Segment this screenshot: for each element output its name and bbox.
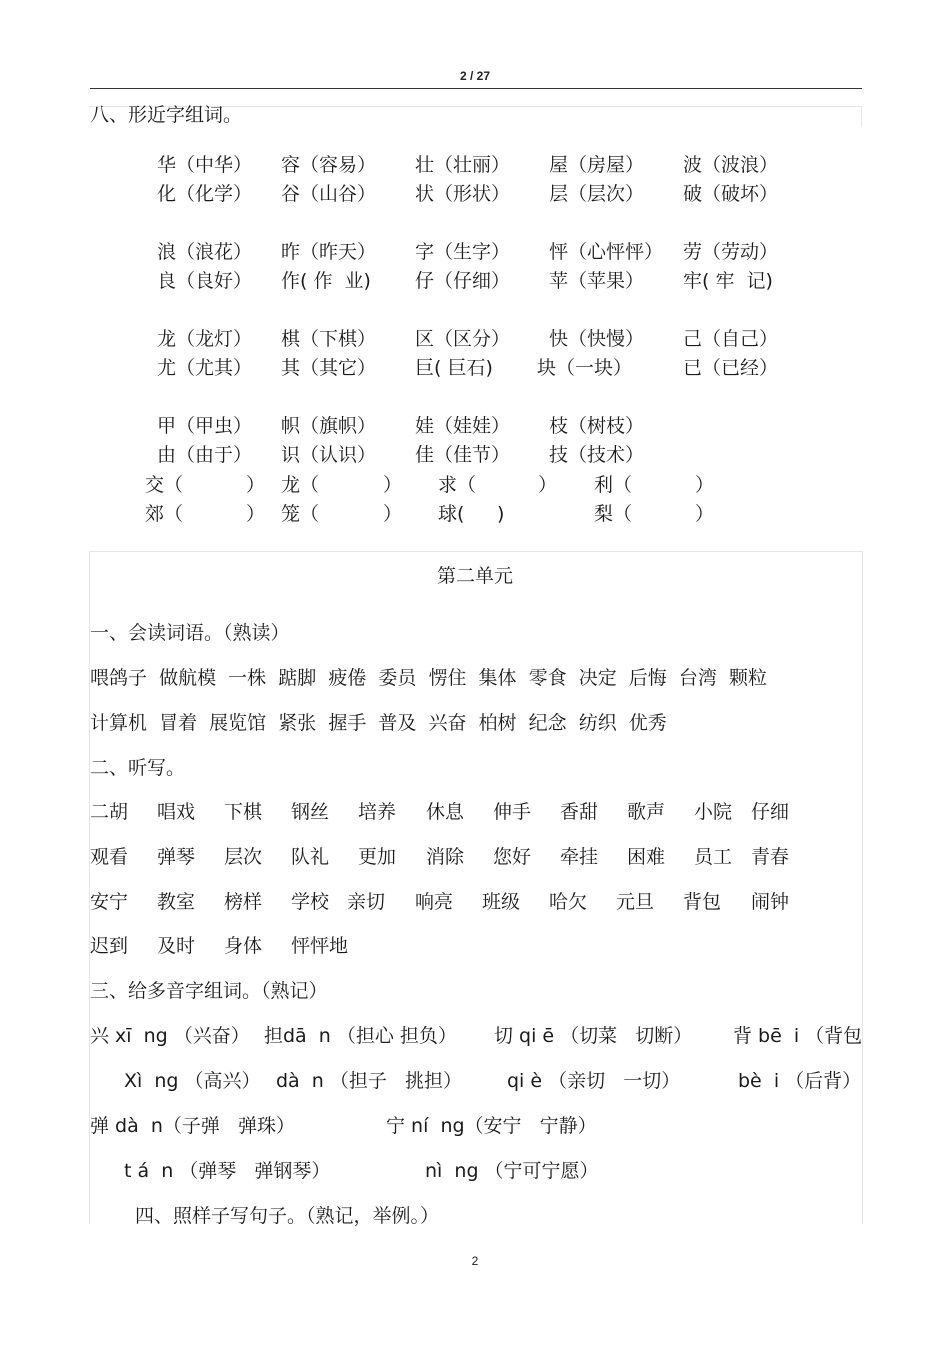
- blank-char: 交（: [145, 474, 184, 496]
- dictation-word: 员工: [694, 846, 733, 868]
- word-pair: 由（由于）: [157, 444, 253, 466]
- word-list-line: 喂鸽子 做航模 一株 踮脚 疲倦 委员 愣住 集体 零食 决定 后悔 台湾 颗粒: [90, 667, 767, 689]
- page-number: 2: [471, 1254, 479, 1268]
- blank-close: ）: [695, 503, 715, 525]
- polyphone-item: 切 qi ē （切菜 切断）: [494, 1025, 693, 1047]
- polyphone-item: dà n （担子 挑担）: [276, 1070, 462, 1092]
- dictation-word: 下棋: [224, 801, 263, 823]
- header-rule: [90, 88, 862, 89]
- word-pair: 帜（旗帜）: [281, 415, 377, 437]
- polyphone-item: 担dā n （担心 担负）: [264, 1025, 457, 1047]
- dictation-word: 教室: [157, 891, 196, 913]
- polyphone-item: nì ng （宁可宁愿）: [425, 1160, 599, 1182]
- word-pair: 仔（仔细）: [415, 270, 511, 292]
- section-8-title: 八、形近字组词。: [90, 104, 243, 126]
- dictation-word: 背包: [683, 891, 722, 913]
- dictation-word: 休息: [426, 801, 465, 823]
- word-pair: 化（化学）: [157, 183, 253, 205]
- dictation-word: 歌声: [627, 801, 666, 823]
- word-pair: 龙（龙灯）: [157, 328, 253, 350]
- blank-char: 球(: [438, 503, 465, 525]
- word-pair: 层（层次）: [549, 183, 645, 205]
- dictation-word: 您好: [493, 846, 532, 868]
- polyphone-item: 宁 ní ng（安宁 宁静）: [386, 1115, 597, 1137]
- page-indicator: 2 / 27: [459, 69, 491, 83]
- word-list-line: 计算机 冒着 展览馆 紧张 握手 普及 兴奋 柏树 纪念 纺织 优秀: [90, 712, 667, 734]
- word-pair: 昨（昨天）: [281, 241, 377, 263]
- blank-close: ）: [246, 503, 266, 525]
- dictation-word: 榜样: [224, 891, 263, 913]
- word-pair: 破（破坏）: [683, 183, 779, 205]
- dictation-word: 困难: [627, 846, 666, 868]
- polyphone-item: 背 bē i （背包: [733, 1025, 863, 1047]
- word-pair: 尤（尤其）: [157, 357, 253, 379]
- blank-close: ）: [538, 474, 558, 496]
- dictation-word: 仔细: [751, 801, 790, 823]
- dictation-word: 班级: [482, 891, 521, 913]
- word-pair: 劳（劳动）: [683, 241, 779, 263]
- dictation-word: 身体: [224, 935, 263, 957]
- dictation-word: 怦怦地: [291, 935, 349, 957]
- dictation-word: 观看: [90, 846, 129, 868]
- polyphone-item: 弹 dà n（子弹 弹珠）: [90, 1115, 295, 1137]
- dictation-word: 及时: [157, 935, 196, 957]
- blank-close: ）: [695, 474, 715, 496]
- dictation-word: 小院: [694, 801, 733, 823]
- polyphone-item: Xì ng （高兴）: [124, 1070, 261, 1092]
- unit-title: 第二单元: [436, 565, 513, 587]
- word-pair: 华（中华）: [157, 154, 253, 176]
- dictation-word: 层次: [224, 846, 263, 868]
- word-pair: 浪（浪花）: [157, 241, 253, 263]
- word-pair: 块（一块）: [537, 357, 633, 379]
- dictation-word: 响亮: [415, 891, 454, 913]
- word-pair: 区（区分）: [415, 328, 511, 350]
- dictation-word: 弹琴: [157, 846, 196, 868]
- dictation-word: 亲切: [347, 891, 386, 913]
- word-pair: 快（快慢）: [549, 328, 645, 350]
- word-pair: 棋（下棋）: [281, 328, 377, 350]
- section-4-title: 四、照样子写句子。（熟记，举例。）: [135, 1205, 440, 1227]
- word-pair: 波（波浪）: [683, 154, 779, 176]
- dictation-word: 消除: [426, 846, 465, 868]
- dictation-word: 培养: [358, 801, 397, 823]
- blank-char: 求（: [438, 474, 477, 496]
- word-pair: 怦（心怦怦）: [549, 241, 664, 263]
- section-1-title: 一、会读词语。（熟读）: [90, 622, 290, 644]
- section-2-title: 二、听写。: [90, 757, 186, 779]
- word-pair: 良（良好）: [157, 270, 253, 292]
- dictation-word: 牵挂: [560, 846, 599, 868]
- word-pair: 巨( 巨石): [415, 357, 493, 379]
- word-pair: 技（技术）: [549, 444, 645, 466]
- blank-char: 郊（: [145, 503, 184, 525]
- blank-char: 利（: [594, 474, 633, 496]
- polyphone-item: 兴 xī ng （兴奋）: [90, 1025, 250, 1047]
- word-pair: 谷（山谷）: [281, 183, 377, 205]
- word-pair: 其（其它）: [281, 357, 377, 379]
- dictation-word: 元旦: [616, 891, 655, 913]
- section-3-title: 三、给多音字组词。（熟记）: [90, 980, 328, 1002]
- word-pair: 己（自己）: [683, 328, 779, 350]
- polyphone-item: t á n （弹琴 弹钢琴）: [124, 1160, 331, 1182]
- blank-close: ): [497, 503, 505, 525]
- word-pair: 作( 作 业): [281, 270, 371, 292]
- blank-char: 笼（: [281, 503, 320, 525]
- dictation-word: 哈欠: [549, 891, 588, 913]
- dictation-word: 唱戏: [157, 801, 196, 823]
- word-pair: 已（已经）: [683, 357, 779, 379]
- word-pair: 屋（房屋）: [549, 154, 645, 176]
- word-pair: 苹（苹果）: [549, 270, 645, 292]
- blank-close: ）: [246, 474, 266, 496]
- dictation-word: 闹钟: [751, 891, 790, 913]
- dictation-word: 安宁: [90, 891, 129, 913]
- word-pair: 牢( 牢 记): [683, 270, 773, 292]
- dictation-word: 伸手: [493, 801, 532, 823]
- word-pair: 容（容易）: [281, 154, 377, 176]
- dictation-word: 香甜: [560, 801, 599, 823]
- dictation-word: 队礼: [291, 846, 330, 868]
- word-pair: 娃（娃娃）: [415, 415, 511, 437]
- word-pair: 字（生字）: [415, 241, 511, 263]
- polyphone-item: bè i （后背）: [738, 1070, 862, 1092]
- word-pair: 甲（甲虫）: [157, 415, 253, 437]
- dictation-word: 二胡: [90, 801, 129, 823]
- blank-close: ）: [383, 474, 403, 496]
- word-pair: 壮（壮丽）: [415, 154, 511, 176]
- word-pair: 佳（佳节）: [415, 444, 511, 466]
- dictation-word: 钢丝: [291, 801, 330, 823]
- polyphone-item: qi è （亲切 一切）: [507, 1070, 681, 1092]
- blank-close: ）: [383, 503, 403, 525]
- dictation-word: 学校: [291, 891, 330, 913]
- word-pair: 状（形状）: [415, 183, 511, 205]
- dictation-word: 更加: [358, 846, 397, 868]
- blank-char: 龙（: [281, 474, 320, 496]
- blank-char: 梨（: [594, 503, 633, 525]
- word-pair: 识（认识）: [281, 444, 377, 466]
- word-pair: 枝（树枝）: [549, 415, 645, 437]
- dictation-word: 迟到: [90, 935, 129, 957]
- dictation-word: 青春: [751, 846, 790, 868]
